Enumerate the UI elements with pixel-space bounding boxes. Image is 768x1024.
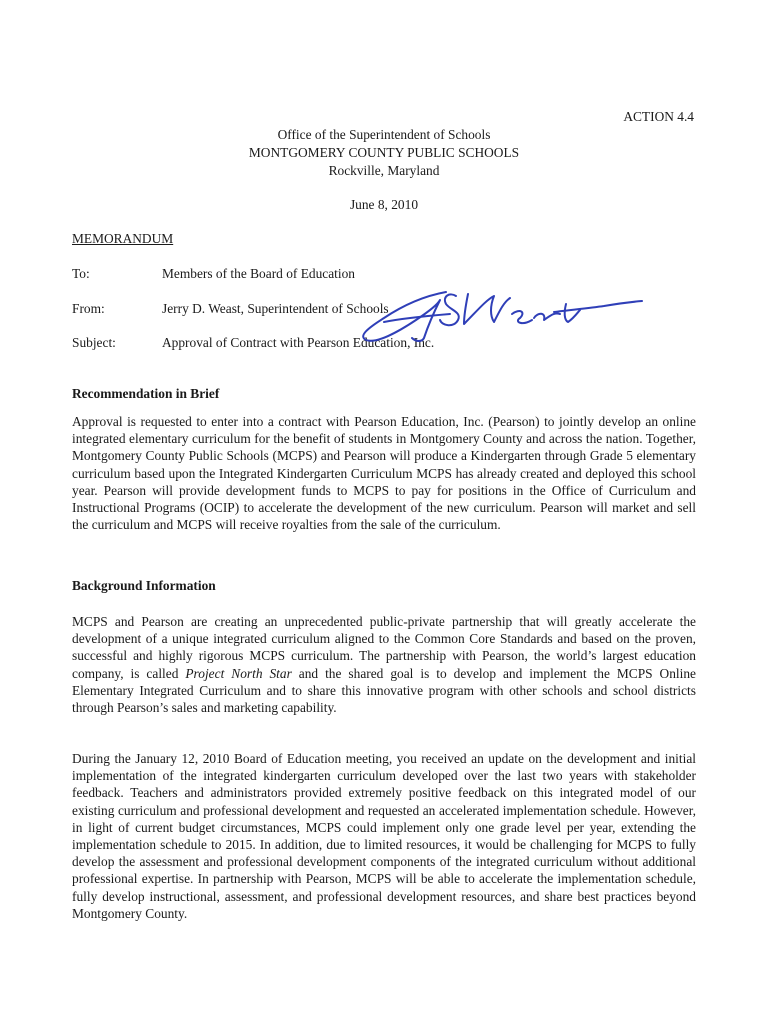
- project-name: Project North Star: [185, 665, 292, 681]
- background-heading: Background Information: [72, 578, 216, 593]
- memo-date: June 8, 2010: [349, 197, 419, 212]
- recommendation-heading: Recommendation in Brief: [72, 386, 220, 401]
- letterhead: [0, 126, 768, 180]
- background-paragraph-1-start: MCPS and Pearson are creating an unprecedented public-private partnership that will greatly accelerate the development of a unique integrated curriculum aligned to the Common Core Standards and based on the proven, successful and highly rigorous MCPS curriculum. The partnership with Pearson, the world’s largest education company, is called: [72, 614, 696, 681]
- office-line: Office of the Superintendent of Schools: [277, 127, 491, 142]
- subject-value: Approval of Contract with Pearson Education, Inc.: [162, 335, 435, 350]
- signature-icon: [354, 282, 644, 344]
- action-number: ACTION 4.4: [623, 109, 694, 124]
- memorandum-label: MEMORANDUM: [72, 231, 174, 246]
- recommendation-paragraph: Approval is requested to enter into a contract with Pearson Education, Inc. (Pearson) to jointly develop an online integrated elementary curriculum for the benefit of students in Montgomery County and across the nation. Together, Montgomery County Public Schools (MCPS) and Pearson will produce a Kindergarten through Grade 5 elementary curriculum based upon the Integrated Kindergarten Curriculum MCPS has already created and deployed this school year. Pearson will provide development funds to MCPS to pay for positions in the Office of Curriculum and Instructional Programs (OCIP) to accelerate the development of the new curriculum. Pearson will market and sell the curriculum and MCPS will receive royalties from the sale of the curriculum.: [72, 414, 696, 533]
- to-value: Members of the Board of Education: [162, 266, 355, 281]
- from-label: From:: [72, 301, 105, 316]
- organization-line: MONTGOMERY COUNTY PUBLIC SCHOOLS: [248, 145, 520, 160]
- background-paragraph-1: [72, 613, 696, 716]
- to-label: To:: [72, 266, 90, 281]
- background-paragraph-1-end: and the shared goal is to develop and implement the MCPS Online Elementary Integrated Curriculum and to share this innovative program with other schools and school districts through Pearson’s sales and marketing capability.: [72, 665, 697, 716]
- from-value: Jerry D. Weast, Superintendent of Schools: [162, 301, 389, 316]
- location-line: Rockville, Maryland: [328, 163, 440, 178]
- background-paragraph-2: During the January 12, 2010 Board of Education meeting, you received an update on the development and initial implementation of the integrated kindergarten curriculum developed over the last two years with stakeholder feedback. Teachers and administrators provided extremely positive feedback on this integrated model of our existing curriculum and professional development and requested an accelerated implementation schedule. However, in light of current budget circumstances, MCPS could implement only one grade level per year, extending the implementation schedule to 2015. In addition, due to limited resources, it would be challenging for MCPS to fully develop the assessment and professional development components of the integrated curriculum without additional professional expertise. In partnership with Pearson, MCPS will be able to accelerate the implementation schedule, fully develop instructional, assessment, and professional development resources, and share best practices beyond Montgomery County.: [72, 751, 696, 921]
- subject-label: Subject:: [72, 335, 116, 350]
